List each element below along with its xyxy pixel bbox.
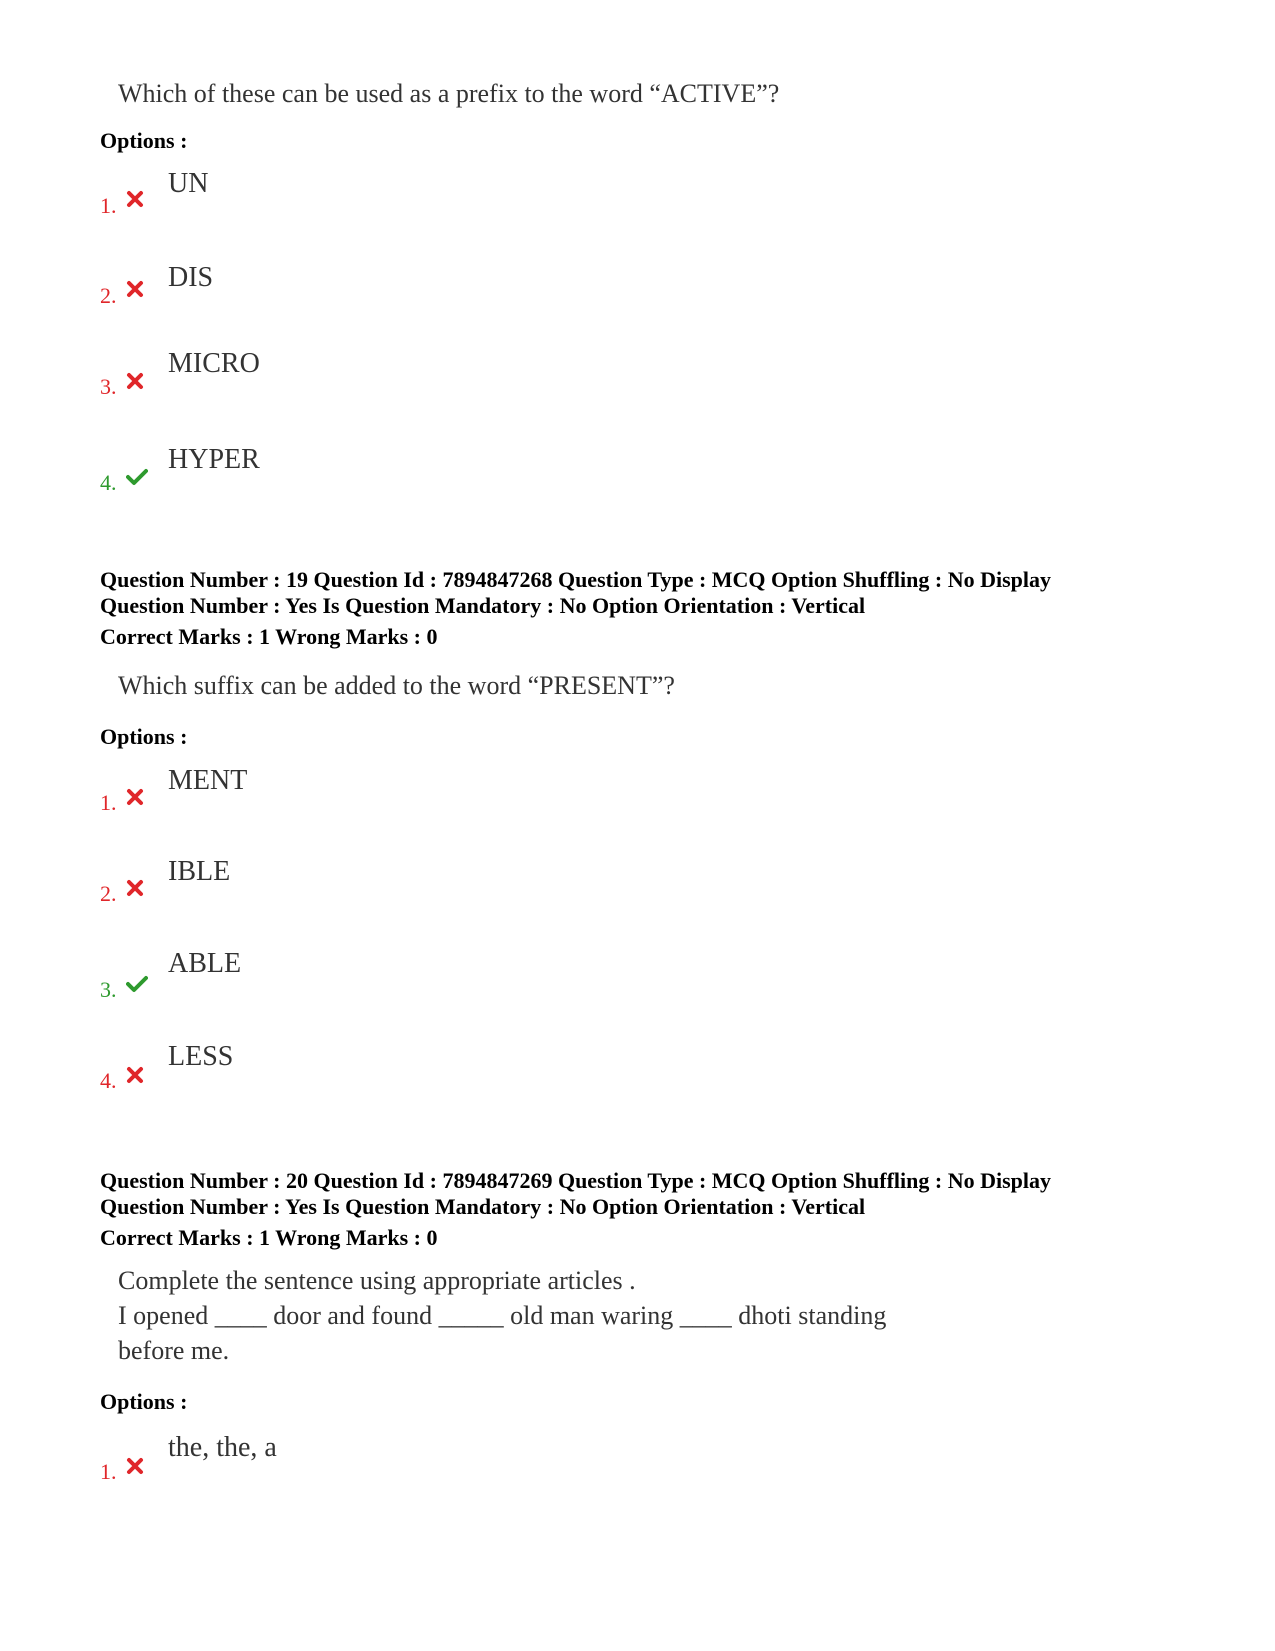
q20-options-label: Options :	[100, 1389, 188, 1414]
q19-marks: Correct Marks : 1 Wrong Marks : 0	[100, 624, 438, 649]
cross-icon	[126, 1457, 144, 1475]
q19-option-2	[100, 856, 500, 916]
q19-option-1	[100, 765, 500, 825]
cross-icon	[126, 788, 144, 806]
q18-options-label: Options :	[100, 128, 188, 153]
option-number: 1.	[100, 790, 117, 815]
check-icon	[126, 975, 148, 993]
option-number: 3.	[100, 374, 117, 399]
option-number: 4.	[100, 470, 117, 495]
option-number: 1.	[100, 193, 117, 218]
q19-question: Which suffix can be added to the word “PRESENT”?	[118, 671, 675, 700]
q19-meta-line2: Question Number : Yes Is Question Mandatory : No Option Orientation : Vertical	[100, 593, 866, 618]
q19-option-4	[100, 1041, 500, 1101]
option-number: 2.	[100, 881, 117, 906]
cross-icon	[126, 190, 144, 208]
q18-option-2	[100, 262, 500, 322]
option-text: DIS	[168, 262, 214, 293]
q20-option-1	[100, 1432, 500, 1492]
option-number: 4.	[100, 1068, 117, 1093]
option-text: MENT	[168, 765, 248, 796]
cross-icon	[126, 879, 144, 897]
q19-options-label: Options :	[100, 724, 188, 749]
q20-question-line3: before me.	[118, 1336, 230, 1365]
cross-icon	[126, 372, 144, 390]
q20-question-line2: I opened ____ door and found _____ old man waring ____ dhoti standing	[118, 1301, 887, 1330]
q20-meta-line2: Question Number : Yes Is Question Mandatory : No Option Orientation : Vertical	[100, 1194, 866, 1219]
cross-icon	[126, 280, 144, 298]
option-text: HYPER	[168, 444, 260, 475]
option-text: UN	[168, 168, 209, 199]
q18-option-1	[100, 168, 500, 228]
q18-option-3	[100, 348, 500, 408]
q18-option-4	[100, 444, 500, 504]
option-number: 2.	[100, 283, 117, 308]
option-number: 1.	[100, 1459, 117, 1484]
check-icon	[126, 468, 148, 486]
option-number: 3.	[100, 977, 117, 1002]
q20-marks: Correct Marks : 1 Wrong Marks : 0	[100, 1225, 438, 1250]
q18-question: Which of these can be used as a prefix to the word “ACTIVE”?	[118, 79, 780, 108]
q19-meta-line1: Question Number : 19 Question Id : 7894847268 Question Type : MCQ Option Shuffling : No Display	[100, 567, 1052, 592]
option-text: ABLE	[168, 948, 242, 979]
q19-option-3	[100, 948, 500, 1008]
option-text: MICRO	[168, 348, 260, 379]
option-text: IBLE	[168, 856, 231, 887]
q20-meta-line1: Question Number : 20 Question Id : 7894847269 Question Type : MCQ Option Shuffling : No Display	[100, 1168, 1052, 1193]
cross-icon	[126, 1066, 144, 1084]
option-text: LESS	[168, 1041, 234, 1072]
q20-question-line1: Complete the sentence using appropriate articles .	[118, 1266, 636, 1295]
option-text: the, the, a	[168, 1432, 277, 1463]
